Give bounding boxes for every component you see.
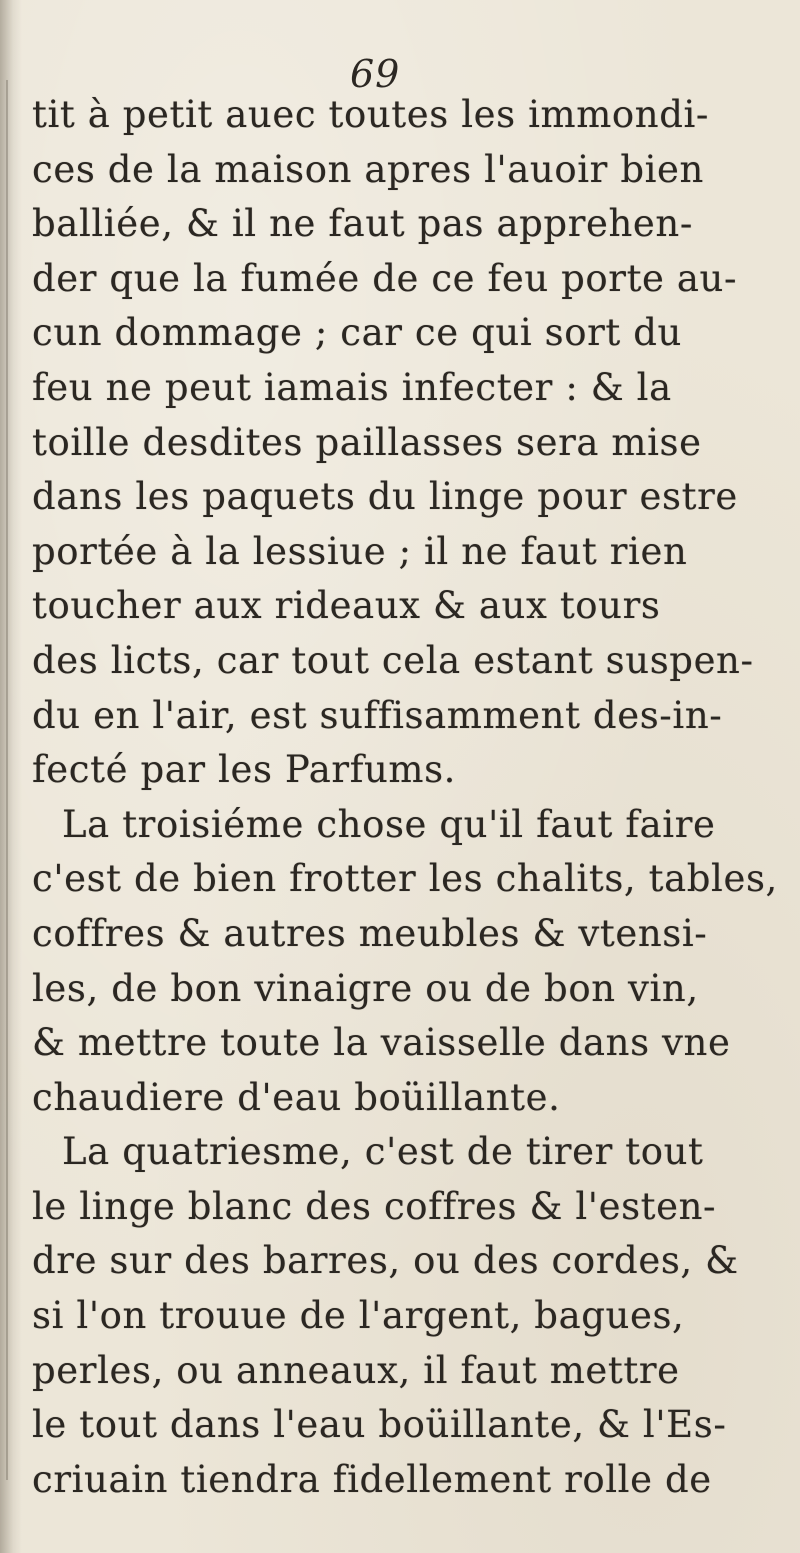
page-edge [6,80,8,1480]
text-line: ces de la maison apres l'auoir bien [32,147,704,191]
text-line: portée à la lessiue ; il ne faut rien [32,529,688,573]
paragraph-start-line: La quatriesme, c'est de tirer tout [62,1130,704,1174]
text-line: dre sur des barres, ou des cordes, & [32,1239,739,1283]
text-line: cun dommage ; car ce qui sort du [32,311,682,355]
paragraph-start-line: La troisiéme chose qu'il faut faire [62,802,716,846]
text-line: c'est de bien frotter les chalits, tables, [32,857,778,901]
text-line: der que la fumée de ce feu porte au- [32,256,738,300]
text-line: si l'on trouue de l'argent, bagues, [32,1294,685,1338]
text-line: dans les paquets du linge pour estre [32,475,738,519]
text-line: feu ne peut iamais infecter : & la [32,365,672,409]
page-number: 69 [350,52,401,96]
text-line: balliée, & il ne faut pas apprehen- [32,202,693,246]
text-line: toille desdites paillasses sera mise [32,420,702,464]
text-line: du en l'air, est suffisamment des-in- [32,693,723,737]
text-line: toucher aux rideaux & aux tours [32,584,661,628]
text-line: coffres & autres meubles & vtensi- [32,911,708,955]
text-line: le tout dans l'eau boüillante, & l'Es- [32,1403,727,1447]
text-line: chaudiere d'eau boüillante. [32,1075,561,1119]
page-gutter-shadow [0,0,22,1553]
text-line: tit à petit auec toutes les immondi- [32,93,710,136]
text-line: le linge blanc des coffres & l'esten- [32,1184,717,1228]
text-line: fecté par les Parfums. [32,748,457,792]
text-line: les, de bon vinaigre ou de bon vin, [32,966,699,1010]
text-line: des licts, car tout cela estant suspen- [32,638,754,682]
body-text [32,88,792,1507]
text-line: perles, ou anneaux, il faut mettre [32,1348,680,1392]
text-line: criuain tiendra fidellement rolle de [32,1457,712,1501]
text-line: & mettre toute la vaisselle dans vne [32,1021,731,1065]
